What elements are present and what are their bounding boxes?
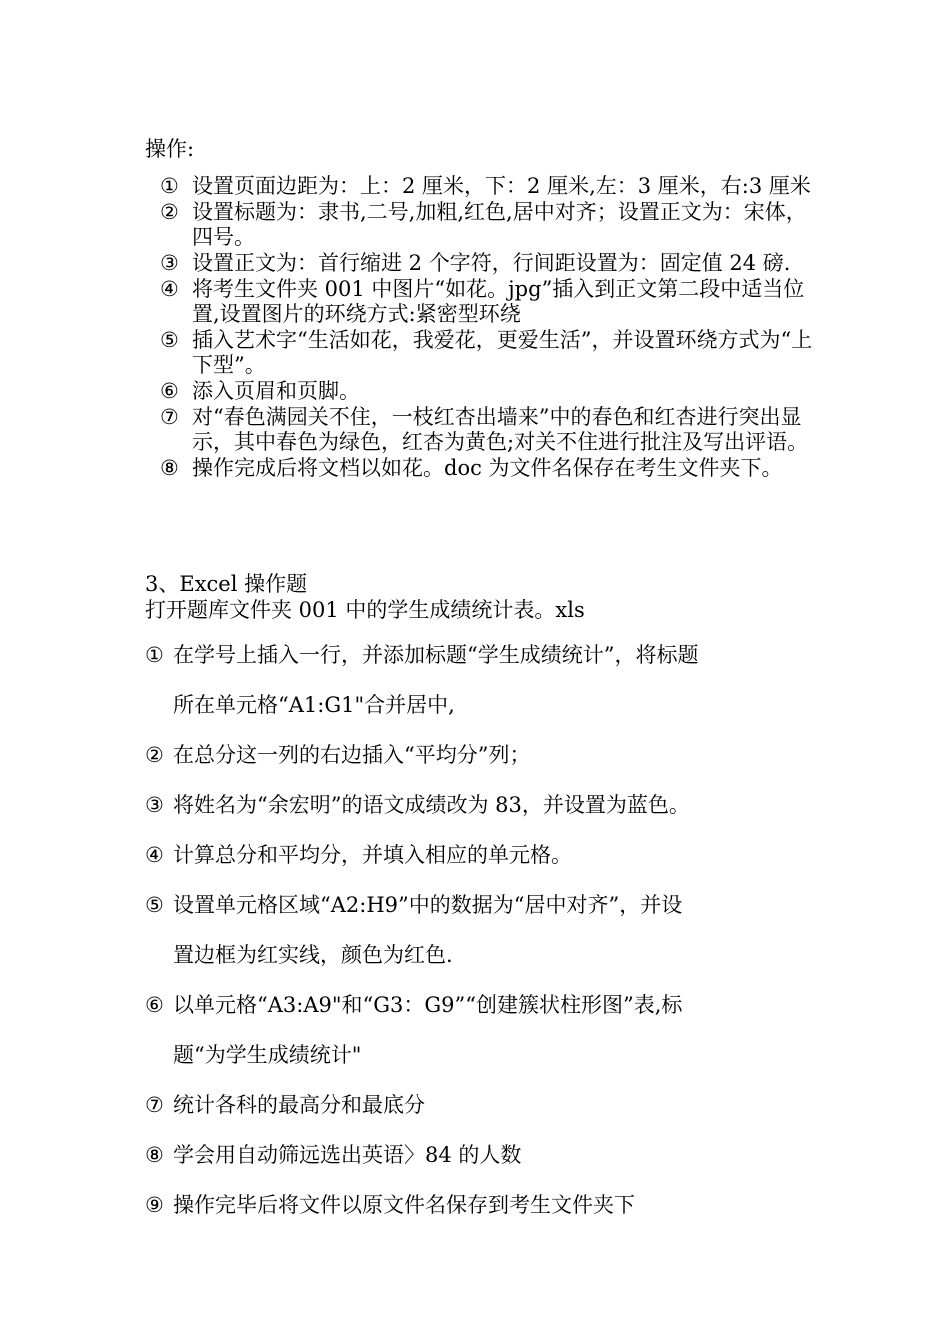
item-text: 设置标题为：隶书,二号,加粗,红色,居中对齐；设置正文为：宋体，四号。	[192, 200, 807, 249]
excel-task-item	[145, 1180, 825, 1230]
item-text-continued: 题“为学生成绩统计"	[173, 1043, 362, 1067]
item-number: ④	[160, 277, 179, 301]
item-number: ④	[145, 843, 164, 867]
item-number: ⑧	[145, 1143, 164, 1167]
item-number: ⑦	[160, 405, 179, 429]
item-number: ⑦	[145, 1093, 164, 1117]
item-text-continued: 置边框为红实线，颜色为红色.	[173, 943, 453, 967]
item-text: 在学号上插入一行，并添加标题“学生成绩统计”，将标题	[173, 643, 699, 667]
excel-task-item	[145, 730, 825, 780]
excel-task-item	[145, 830, 825, 880]
word-task-item	[160, 379, 820, 404]
excel-section-title: 3、Excel 操作题	[145, 572, 308, 596]
item-number: ③	[145, 793, 164, 817]
word-task-item	[160, 456, 820, 481]
item-text: 以单元格“A3:A9"和“G3：G9”“创建簇状柱形图”表,标	[173, 993, 683, 1017]
item-number: ②	[145, 743, 164, 767]
item-text: 操作完毕后将文件以原文件名保存到考生文件夹下	[173, 1193, 635, 1217]
item-text: 操作完成后将文档以如花。doc 为文件名保存在考生文件夹下。	[192, 456, 783, 480]
excel-task-item	[145, 1080, 825, 1130]
item-text: 对“春色满园关不住，一枝红杏出墙来”中的春色和红杏进行突出显示，其中春色为绿色，红杏为黄色;对关不住进行批注及写出评语。	[192, 405, 809, 454]
item-text: 设置页面边距为：上：2 厘米，下：2 厘米,左：3 厘米，右:3 厘米	[192, 174, 811, 198]
item-text: 添入页眉和页脚。	[192, 379, 360, 403]
item-number: ⑧	[160, 456, 179, 480]
item-number: ⑤	[160, 328, 179, 352]
item-number: ①	[160, 174, 179, 198]
item-number: ⑨	[145, 1193, 164, 1217]
word-task-item	[160, 174, 820, 199]
item-text: 计算总分和平均分，并填入相应的单元格。	[173, 843, 572, 867]
excel-task-item	[145, 880, 825, 980]
item-number: ⑥	[160, 379, 179, 403]
word-task-item	[160, 251, 820, 276]
excel-task-item	[145, 780, 825, 830]
item-text-continued: 所在单元格“A1:G1"合并居中,	[173, 693, 455, 717]
word-task-item	[160, 328, 820, 378]
item-text: 将考生文件夹 001 中图片“如花。jpg”插入到正文第二段中适当位置,设置图片的环绕方式:紧密型环绕	[192, 277, 805, 326]
excel-task-item	[145, 630, 825, 730]
item-text: 在总分这一列的右边插入“平均分”列；	[173, 743, 531, 767]
excel-intro: 打开题库文件夹 001 中的学生成绩统计表。xls	[145, 598, 585, 622]
item-text: 插入艺术字“生活如花，我爱花，更爱生活”，并设置环绕方式为“上下型”。	[192, 328, 813, 377]
item-number: ②	[160, 200, 179, 224]
excel-task-item	[145, 1130, 825, 1180]
item-text: 设置单元格区域“A2:H9”中的数据为“居中对齐”，并设	[173, 893, 683, 917]
word-task-item	[160, 405, 820, 455]
item-number: ⑤	[145, 893, 164, 917]
item-number: ①	[145, 643, 164, 667]
item-text: 统计各科的最高分和最底分	[173, 1093, 425, 1117]
item-number: ③	[160, 251, 179, 275]
item-text: 设置正文为：首行缩进 2 个字符，行间距设置为：固定值 24 磅.	[192, 251, 791, 275]
word-task-list	[160, 174, 820, 482]
word-task-item	[160, 200, 820, 250]
item-text: 学会用自动筛远选出英语〉84 的人数	[173, 1143, 522, 1167]
word-task-item	[160, 277, 820, 327]
excel-task-list	[145, 630, 825, 1230]
item-number: ⑥	[145, 993, 164, 1017]
item-text: 将姓名为“余宏明”的语文成绩改为 83，并设置为蓝色。	[173, 793, 690, 817]
excel-task-item	[145, 980, 825, 1080]
word-operation-label: 操作:	[145, 137, 195, 161]
